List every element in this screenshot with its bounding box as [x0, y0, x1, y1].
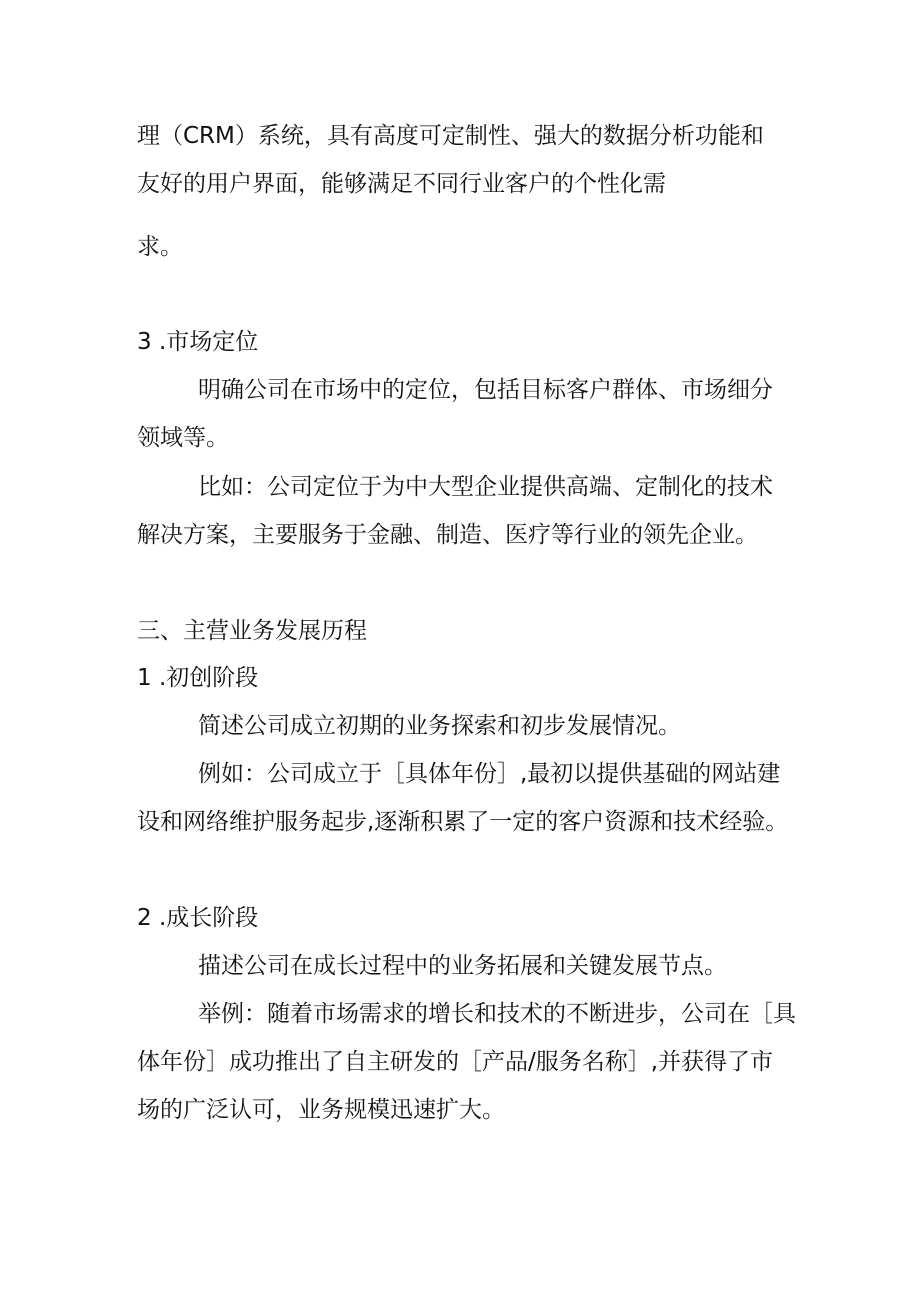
startup-stage-para2-line2: 设和网络维护服务起步,逐渐积累了一定的客户资源和技术经验。 [137, 809, 789, 835]
startup-stage-para2-line1: 例如：公司成立于［具体年份］,最初以提供基础的网站建 [198, 761, 781, 787]
market-positioning-para1-line1: 明确公司在市场中的定位，包括目标客户群体、市场细分 [198, 377, 773, 403]
business-history-heading: 三、主营业务发展历程 [137, 618, 367, 644]
intro-line-2: 友好的用户界面，能够满足不同行业客户的个性化需 [137, 171, 666, 197]
startup-stage-heading: 1 .初创阶段 [137, 665, 259, 691]
intro-line-3: 求。 [137, 234, 183, 260]
market-positioning-para2-line1: 比如：公司定位于为中大型企业提供高端、定制化的技术 [198, 474, 773, 500]
growth-stage-para2-line1: 举例：随着市场需求的增长和技术的不断进步，公司在［具 [198, 1001, 796, 1027]
growth-stage-heading: 2 .成长阶段 [137, 905, 259, 931]
growth-stage-para2-line3: 场的广泛认可，业务规模迅速扩大。 [137, 1097, 505, 1123]
intro-line-1: 理（CRM）系统，具有高度可定制性、强大的数据分析功能和 [137, 123, 764, 149]
market-positioning-para2-line2: 解决方案，主要服务于金融、制造、医疗等行业的领先企业。 [137, 522, 758, 548]
growth-stage-para1: 描述公司在成长过程中的业务拓展和关键发展节点。 [198, 953, 727, 979]
market-positioning-para1-line2: 领域等。 [137, 425, 229, 451]
startup-stage-para1: 简述公司成立初期的业务探索和初步发展情况。 [198, 713, 681, 739]
growth-stage-para2-line2: 体年份］成功推出了自主研发的［产品/服务名称］,并获得了市 [137, 1049, 774, 1075]
market-positioning-heading: 3 .市场定位 [137, 329, 259, 355]
